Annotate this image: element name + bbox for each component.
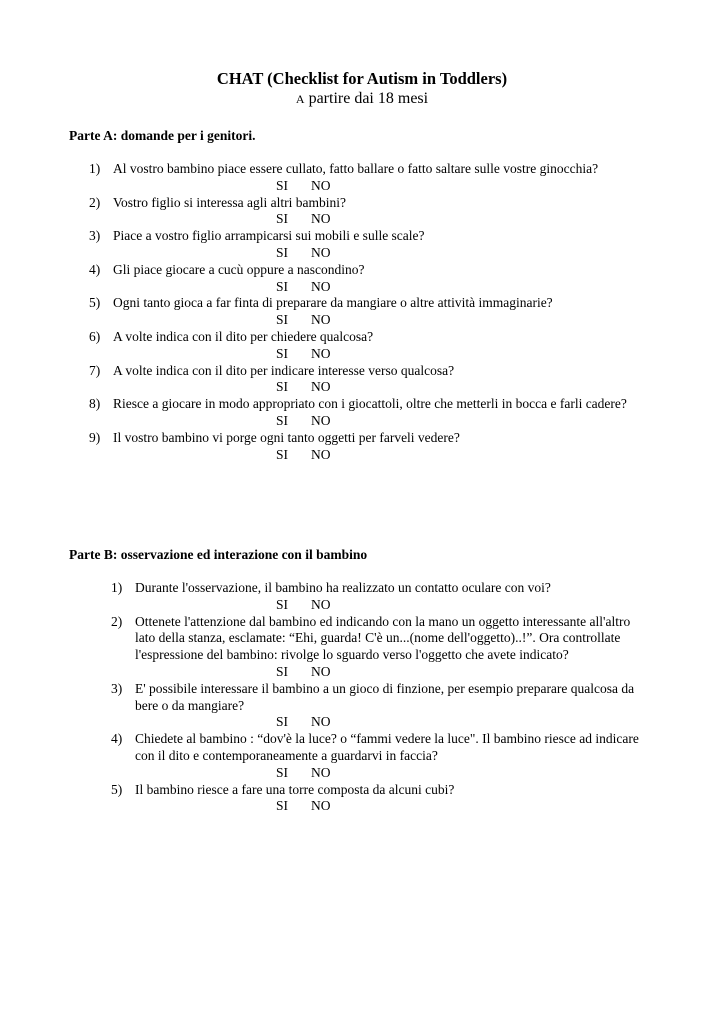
- part-b-question-list: [0, 580, 724, 815]
- answer-no: NO: [311, 177, 331, 193]
- answer-options: [0, 664, 724, 681]
- question-number: 3): [89, 228, 101, 244]
- question-number: 6): [89, 328, 101, 344]
- question-text: Chiedete al bambino : “dov'è la luce? o “fammi vedere la luce". Il bambino riesce ad indicare con il dito e contemporaneamente a guardarvi in faccia?: [135, 731, 639, 763]
- answer-options: [0, 279, 724, 296]
- answer-options: [0, 714, 724, 731]
- answer-no: NO: [311, 663, 331, 679]
- part-a-question-6: [0, 329, 724, 363]
- part-b-question-2: [0, 614, 724, 681]
- answer-no: NO: [311, 312, 331, 328]
- question-number: 2): [111, 613, 123, 629]
- part-a-question-9: [0, 430, 724, 464]
- answer-si: SI: [276, 177, 289, 193]
- part-a-question-5: [0, 295, 724, 329]
- answer-no: NO: [311, 211, 331, 227]
- question-text: Vostro figlio si interessa agli altri bambini?: [113, 194, 346, 210]
- question-text: Riesce a giocare in modo appropriato con i giocattoli, oltre che metterli in bocca e farli cadere?: [113, 396, 627, 412]
- answer-options: [0, 413, 724, 430]
- answer-si: SI: [276, 764, 289, 780]
- part-a-question-list: [0, 161, 724, 463]
- question-text: Ogni tanto gioca a far finta di preparare da mangiare o altre attività immaginarie?: [113, 295, 553, 311]
- answer-no: NO: [311, 379, 331, 395]
- part-a-question-4: [0, 262, 724, 296]
- answer-options: [0, 447, 724, 464]
- question-text: Il vostro bambino vi porge ogni tanto oggetti per farveli vedere?: [113, 429, 460, 445]
- answer-si: SI: [276, 278, 289, 294]
- question-text: A volte indica con il dito per indicare interesse verso qualcosa?: [113, 362, 455, 378]
- answer-si: SI: [276, 596, 289, 612]
- question-text: E' possibile interessare il bambino a un gioco di finzione, per esempio preparare qualcosa da bere o da mangiare?: [135, 680, 635, 713]
- answer-si: SI: [276, 663, 289, 679]
- answer-no: NO: [311, 714, 331, 730]
- part-b-question-4: [0, 731, 724, 781]
- answer-si: SI: [276, 244, 289, 260]
- answer-si: SI: [276, 312, 289, 328]
- question-number: 5): [111, 781, 123, 797]
- answer-no: NO: [311, 446, 331, 462]
- answer-no: NO: [311, 278, 331, 294]
- subtitle-text: partire dai 18 mesi: [304, 90, 429, 107]
- answer-si: SI: [276, 798, 289, 814]
- document-title: CHAT (Checklist for Autism in Toddlers): [216, 69, 508, 88]
- part-a-question-7: [0, 363, 724, 397]
- answer-no: NO: [311, 244, 331, 260]
- question-number: 9): [89, 429, 101, 445]
- answer-options: [0, 245, 724, 262]
- answer-options: [0, 379, 724, 396]
- answer-si: SI: [276, 211, 289, 227]
- part-a-question-3: [0, 228, 724, 262]
- part-b-question-3: [0, 681, 724, 731]
- part-a-heading: Parte A: domande per i genitori.: [69, 128, 256, 143]
- answer-si: SI: [276, 345, 289, 361]
- answer-options: [0, 798, 724, 815]
- answer-options: [0, 597, 724, 614]
- question-text: Il bambino riesce a fare una torre composta da alcuni cubi?: [135, 781, 455, 797]
- question-text: Piace a vostro figlio arrampicarsi sui mobili e sulle scale?: [113, 228, 425, 244]
- part-b-question-5: [0, 782, 724, 816]
- answer-no: NO: [311, 798, 331, 814]
- document-subtitle: [0, 89, 724, 109]
- answer-si: SI: [276, 412, 289, 428]
- answer-si: SI: [276, 446, 289, 462]
- part-b-question-1: [0, 580, 724, 614]
- answer-no: NO: [311, 596, 331, 612]
- part-a-question-2: [0, 195, 724, 229]
- question-text: A volte indica con il dito per chiedere qualcosa?: [113, 328, 374, 344]
- question-number: 2): [89, 194, 101, 210]
- answer-options: [0, 211, 724, 228]
- answer-no: NO: [311, 412, 331, 428]
- subtitle-initial: A: [295, 92, 305, 106]
- answer-options: [0, 346, 724, 363]
- part-b-heading: Parte B: osservazione ed interazione con il bambino: [69, 547, 368, 562]
- question-number: 1): [89, 161, 101, 176]
- question-text: Durante l'osservazione, il bambino ha realizzato un contatto oculare con voi?: [135, 580, 551, 595]
- part-a-question-8: [0, 396, 724, 430]
- answer-no: NO: [311, 764, 331, 780]
- answer-si: SI: [276, 714, 289, 730]
- question-number: 3): [111, 680, 123, 696]
- question-text: Ottenete l'attenzione dal bambino ed indicando con la mano un oggetto interessante all'altro lato della stanza, esclamate: “Ehi, guarda! C'è un...(nome dell'oggetto)..!”. Ora controllate l'espressione del bambino: rivolge lo sguardo verso l'oggetto che avete indicato?: [135, 613, 631, 663]
- question-text: Gli piace giocare a cucù oppure a nascondino?: [113, 261, 365, 277]
- question-text: Al vostro bambino piace essere cullato, fatto ballare o fatto saltare sulle vostre ginocchia?: [113, 161, 599, 176]
- answer-si: SI: [276, 379, 289, 395]
- question-number: 8): [89, 396, 101, 412]
- answer-options: [0, 178, 724, 195]
- part-a-question-1: [0, 161, 724, 195]
- question-number: 7): [89, 362, 101, 378]
- question-number: 4): [111, 731, 123, 747]
- answer-options: [0, 312, 724, 329]
- question-number: 5): [89, 295, 101, 311]
- question-number: 1): [111, 580, 123, 595]
- answer-no: NO: [311, 345, 331, 361]
- question-number: 4): [89, 261, 101, 277]
- answer-options: [0, 765, 724, 782]
